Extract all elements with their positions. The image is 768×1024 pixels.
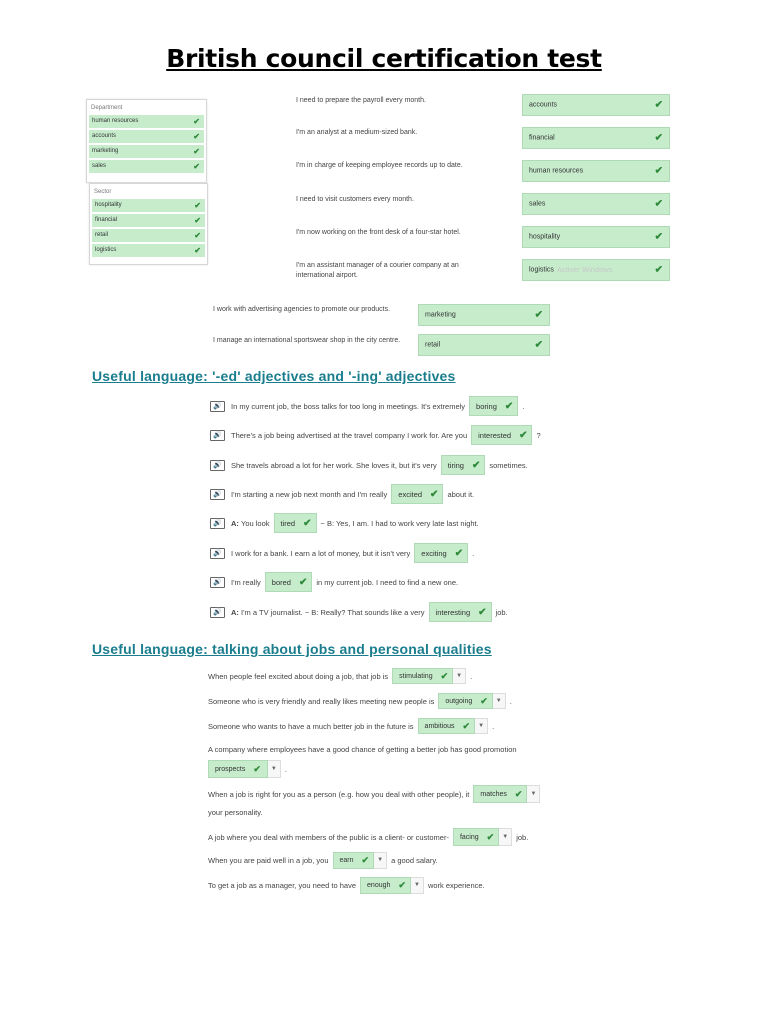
sentence-text: A company where employees have a good chance of getting a better job has good promotion: [208, 745, 517, 754]
answer-box[interactable]: exciting ✔: [414, 543, 468, 563]
windows-watermark: Activer Windows: [557, 265, 613, 274]
answer-box[interactable]: tiring ✔: [441, 455, 486, 475]
matching-answer-box[interactable]: retail ✔: [418, 334, 550, 356]
chevron-down-icon[interactable]: ▼: [475, 718, 488, 734]
sentence-row: prospects ✔ ▼ .: [204, 760, 287, 778]
sentence-row: When you are paid well in a job, you earn ✔ ▼ a good salary.: [208, 852, 438, 869]
chevron-down-icon[interactable]: ▼: [493, 693, 506, 709]
check-icon: ✔: [654, 132, 663, 144]
matching-question: I need to visit customers every month.: [296, 196, 414, 203]
section-heading-adjectives: Useful language: '-ed' adjectives and '-ing' adjectives: [92, 368, 456, 384]
answer-dropdown[interactable]: enough ✔ ▼: [360, 877, 424, 894]
section-heading-jobs: Useful language: talking about jobs and personal qualities: [92, 641, 492, 657]
department-panel: [86, 99, 207, 183]
answer-box[interactable]: interested ✔: [471, 425, 532, 445]
sector-item[interactable]: financial ✔: [92, 214, 205, 227]
department-panel-title: Department: [91, 105, 123, 111]
check-icon: ✔: [194, 201, 201, 210]
answer-dropdown[interactable]: ambitious ✔ ▼: [418, 718, 489, 734]
matching-question: I'm an assistant manager of a courier company at an international airport.: [296, 262, 459, 279]
matching-question: I manage an international sportswear shop in the city centre.: [213, 337, 401, 344]
matching-question: I'm now working on the front desk of a four-star hotel.: [296, 229, 461, 236]
matching-question: I'm an analyst at a medium-sized bank.: [296, 129, 418, 136]
matching-answer-box[interactable]: financial ✔: [522, 127, 670, 149]
answer-dropdown[interactable]: prospects ✔ ▼: [208, 760, 281, 778]
sector-item[interactable]: logistics ✔: [92, 244, 205, 257]
chevron-down-icon[interactable]: ▼: [268, 760, 281, 778]
chevron-down-icon[interactable]: ▼: [527, 785, 540, 803]
answer-box[interactable]: boring ✔: [469, 396, 518, 416]
sentence-row: 🔊 In my current job, the boss talks for too long in meetings. It's extremely boring ✔ .: [210, 395, 524, 417]
sector-panel: [89, 183, 208, 265]
speaker-icon[interactable]: 🔊: [210, 518, 225, 529]
answer-box[interactable]: tired ✔: [274, 513, 317, 533]
department-item[interactable]: sales ✔: [89, 160, 204, 173]
speaker-icon[interactable]: 🔊: [210, 548, 225, 559]
matching-answer-box[interactable]: logistics Activer Windows ✔: [522, 259, 670, 281]
matching-question: I work with advertising agencies to promote our products.: [213, 306, 391, 313]
sentence-row: A job where you deal with members of the public is a client- or customer- facing ✔ ▼ job.: [208, 828, 528, 846]
answer-box[interactable]: bored ✔: [265, 572, 313, 592]
matching-question: I'm in charge of keeping employee records up to date.: [296, 162, 463, 169]
check-icon: ✔: [398, 880, 406, 890]
sentence-row: When people feel excited about doing a job, that job is stimulating ✔ ▼ .: [208, 668, 472, 684]
speaker-icon[interactable]: 🔊: [210, 430, 225, 441]
check-icon: ✔: [478, 606, 487, 618]
chevron-down-icon[interactable]: ▼: [374, 852, 387, 869]
check-icon: ✔: [253, 763, 261, 774]
check-icon: ✔: [462, 720, 471, 731]
check-icon: ✔: [193, 117, 200, 126]
sector-item[interactable]: retail ✔: [92, 229, 205, 242]
check-icon: ✔: [514, 788, 523, 799]
answer-dropdown[interactable]: matches ✔ ▼: [473, 785, 540, 803]
matching-answer-box[interactable]: sales ✔: [522, 193, 670, 215]
sentence-row: Someone who wants to have a much better job in the future is ambitious ✔ ▼ .: [208, 718, 494, 734]
sentence-row: When a job is right for you as a person (e.g. how you deal with other people), it matches ✔ ▼: [208, 785, 544, 803]
sentence-row: To get a job as a manager, you need to have enough ✔ ▼ work experience.: [208, 877, 485, 894]
check-icon: ✔: [654, 198, 663, 210]
department-item[interactable]: accounts ✔: [89, 130, 204, 143]
chevron-down-icon[interactable]: ▼: [453, 668, 466, 684]
check-icon: ✔: [361, 855, 370, 865]
answer-dropdown[interactable]: earn ✔ ▼: [333, 852, 388, 869]
sector-panel-title: Sector: [94, 189, 112, 195]
sentence-row: 🔊 There's a job being advertised at the travel company I work for. Are you interested ✔ ?: [210, 424, 541, 446]
check-icon: ✔: [303, 517, 312, 529]
department-item[interactable]: marketing ✔: [89, 145, 204, 158]
speaker-icon[interactable]: 🔊: [210, 489, 225, 500]
page-title: British council certification test: [166, 44, 602, 73]
answer-dropdown[interactable]: outgoing ✔ ▼: [438, 693, 505, 709]
check-icon: ✔: [471, 459, 481, 471]
chevron-down-icon[interactable]: ▼: [411, 877, 424, 894]
answer-dropdown[interactable]: stimulating ✔ ▼: [392, 668, 466, 684]
check-icon: ✔: [654, 99, 663, 111]
check-icon: ✔: [534, 339, 543, 351]
answer-dropdown[interactable]: facing ✔ ▼: [453, 828, 512, 846]
check-icon: ✔: [430, 488, 439, 500]
check-icon: ✔: [654, 231, 663, 243]
check-icon: ✔: [194, 231, 201, 240]
speaker-icon[interactable]: 🔊: [210, 577, 225, 588]
check-icon: ✔: [440, 670, 449, 681]
check-icon: ✔: [193, 147, 200, 156]
chevron-down-icon[interactable]: ▼: [499, 828, 512, 846]
answer-box[interactable]: excited ✔: [391, 484, 443, 504]
sentence-row: 🔊 I work for a bank. I earn a lot of money, but it isn't very exciting ✔ .: [210, 542, 474, 564]
check-icon: ✔: [480, 695, 488, 706]
check-icon: ✔: [194, 216, 201, 225]
check-icon: ✔: [193, 162, 200, 171]
sentence-text: your personality.: [208, 808, 263, 817]
check-icon: ✔: [654, 264, 663, 276]
check-icon: ✔: [194, 246, 201, 255]
speaker-icon[interactable]: 🔊: [210, 607, 225, 618]
check-icon: ✔: [654, 165, 663, 177]
check-icon: ✔: [534, 309, 543, 321]
sentence-row: Someone who is very friendly and really likes meeting new people is outgoing ✔ ▼ .: [208, 693, 512, 709]
department-item[interactable]: human resources ✔: [89, 115, 204, 128]
sentence-row: 🔊 A: I'm a TV journalist. ~ B: Really? That sounds like a very interesting ✔ job.: [210, 601, 508, 623]
check-icon: ✔: [454, 547, 464, 559]
sector-item[interactable]: hospitality ✔: [92, 199, 205, 212]
matching-answer-box[interactable]: accounts ✔: [522, 94, 670, 116]
sentence-row: 🔊 I'm starting a new job next month and I'm really excited ✔ about it.: [210, 483, 474, 505]
sentence-row: 🔊 A: You look tired ✔ ~ B: Yes, I am. I had to work very late last night.: [210, 512, 479, 534]
check-icon: ✔: [193, 132, 200, 141]
answer-box[interactable]: interesting ✔: [429, 602, 492, 622]
matching-question: I need to prepare the payroll every month.: [296, 97, 426, 104]
matching-answer-box[interactable]: marketing ✔: [418, 304, 550, 326]
check-icon: ✔: [504, 400, 514, 412]
speaker-icon[interactable]: 🔊: [210, 460, 225, 471]
sentence-row: 🔊 I'm really bored ✔ in my current job. I need to find a new one.: [210, 571, 458, 593]
matching-answer-box[interactable]: human resources ✔: [522, 160, 670, 182]
speaker-icon[interactable]: 🔊: [210, 401, 225, 412]
check-icon: ✔: [486, 831, 495, 842]
check-icon: ✔: [519, 429, 528, 441]
matching-answer-box[interactable]: hospitality ✔: [522, 226, 670, 248]
sentence-row: 🔊 She travels abroad a lot for her work. She loves it, but it's very tiring ✔ sometimes.: [210, 454, 528, 476]
check-icon: ✔: [298, 576, 308, 588]
